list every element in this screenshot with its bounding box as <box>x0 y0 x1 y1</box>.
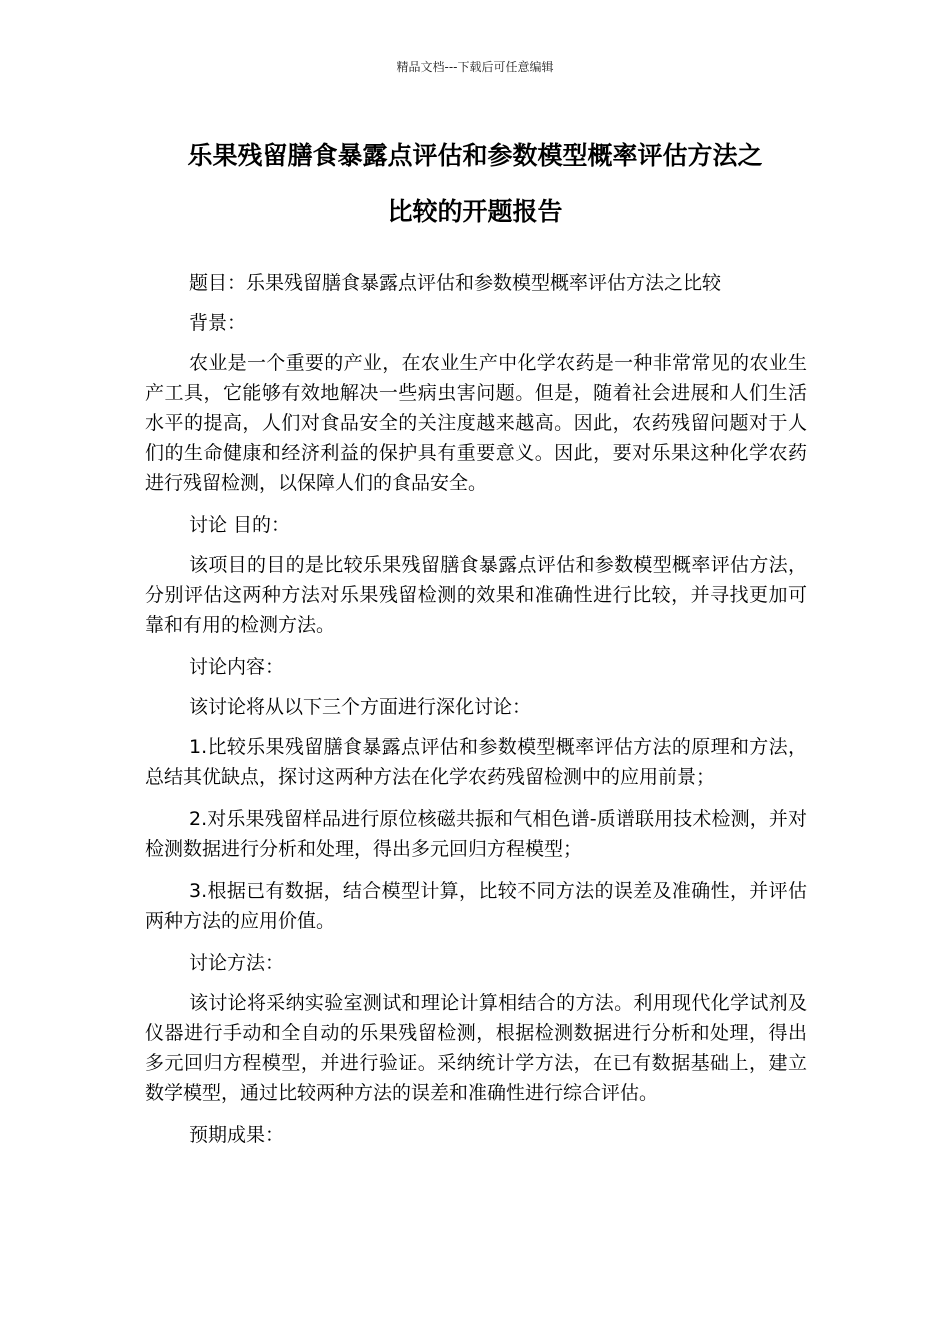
section-heading-method: 讨论方法： <box>189 952 285 974</box>
section-heading-content: 讨论内容： <box>189 656 285 678</box>
background-paragraph: 农业是一个重要的产业，在农业生产中化学农药是一种非常常见的农业生产工具，它能够有效地解决一些病虫害问题。但是，随着社会进展和人们生活水平的提高，人们对食品安全的关注度越来越高。因此，农药残留问题对于人们的生命健康和经济利益的保护具有重要意义。因此，要对乐果这种化学农药进行残留检测，以保障人们的食品安全。 <box>145 352 807 494</box>
method-paragraph: 该讨论将采纳实验室测试和理论计算相结合的方法。利用现代化学试剂及仪器进行手动和全自动的乐果残留检测，根据检测数据进行分析和处理，得出多元回归方程模型，并进行验证。采纳统计学方法，在已有数据基础上，建立数学模型，通过比较两种方法的误差和准确性进行综合评估。 <box>145 992 807 1104</box>
content-item-2: 2.对乐果残留样品进行原位核磁共振和气相色谱-质谱联用技术检测，并对检测数据进行分析和处理，得出多元回归方程模型； <box>145 808 807 860</box>
section-heading-purpose: 讨论 目的： <box>189 514 291 536</box>
topic-line: 题目：乐果残留膳食暴露点评估和参数模型概率评估方法之比较 <box>189 272 722 294</box>
content-intro-paragraph: 该讨论将从以下三个方面进行深化讨论： <box>189 696 532 718</box>
document-title-line-2: 比较的开题报告 <box>387 197 563 226</box>
document-body <box>145 268 807 1160</box>
document-title <box>120 128 830 240</box>
purpose-paragraph: 该项目的目的是比较乐果残留膳食暴露点评估和参数模型概率评估方法，分别评估这两种方法对乐果残留检测的效果和准确性进行比较，并寻找更加可靠和有用的检测方法。 <box>145 554 807 636</box>
section-heading-expected-results: 预期成果： <box>189 1124 285 1146</box>
content-item-1: 1.比较乐果残留膳食暴露点评估和参数模型概率评估方法的原理和方法，总结其优缺点，探讨这两种方法在化学农药残留检测中的应用前景； <box>145 736 807 788</box>
content-item-3: 3.根据已有数据，结合模型计算，比较不同方法的误差及准确性，并评估两种方法的应用价值。 <box>145 880 807 932</box>
page-header-note: 精品文档---下载后可任意编辑 <box>396 60 554 74</box>
section-heading-background: 背景： <box>189 312 247 334</box>
document-title-line-1: 乐果残留膳食暴露点评估和参数模型概率评估方法之 <box>187 141 763 170</box>
